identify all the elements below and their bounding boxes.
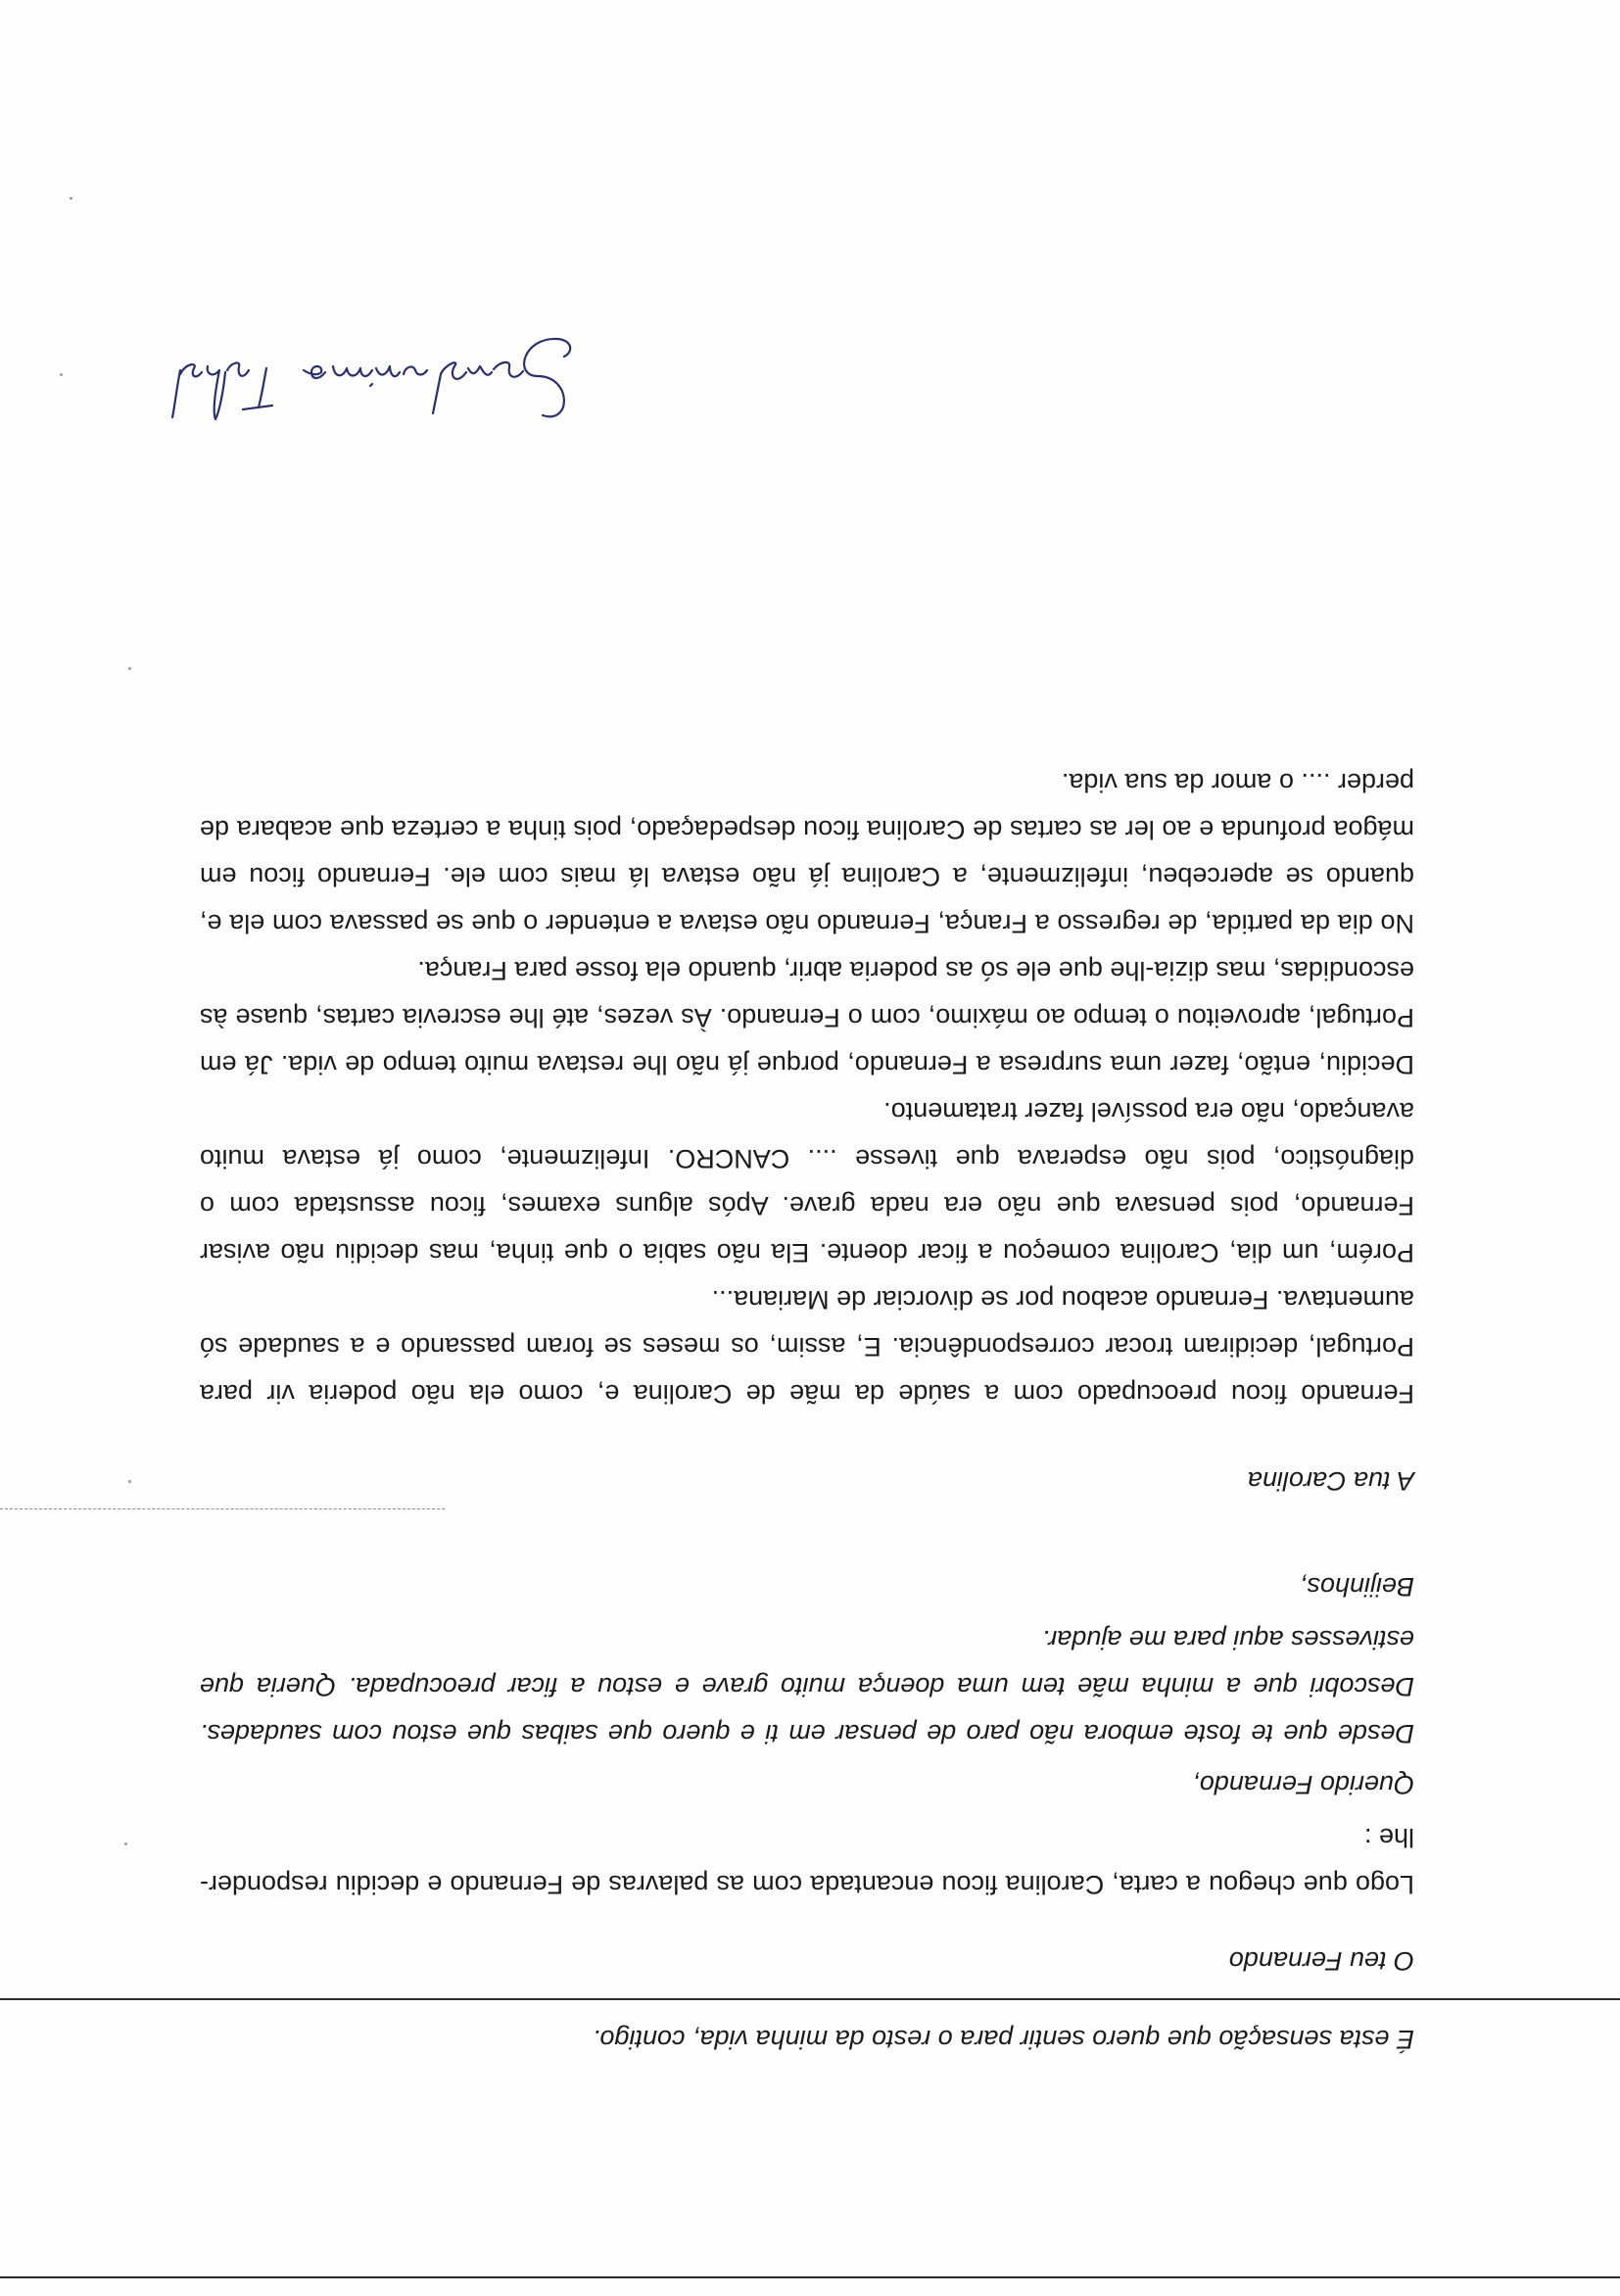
narrative-paragraph-1: Fernando ficou preocupado com a saúde da mãe de Carolina e, como ela não poderia vir para Portugal, decidiram trocar correspondência. E, assim, os meses se foram passando e a saudade só aumentava. Fernando acabou por se divorciar de Mariana...: [200, 1285, 1414, 1409]
fernando-signoff: O teu Fernando: [1228, 1946, 1414, 1976]
narrative-body: [200, 759, 1414, 1417]
page-top-rule: [0, 2276, 1620, 2278]
letter-separator-rule: [0, 1998, 1620, 2000]
fernando-letter-closing: [200, 2016, 1414, 2063]
scan-speck: [124, 1842, 127, 1845]
fernando-signoff-block: [200, 1937, 1414, 1985]
narrative-intro: Logo que chegou a carta, Carolina ficou encantada com as palavras de Fernando e decidiu responder-lhe :: [200, 1823, 1414, 1899]
narrative-paragraph-4: No dia da partida, de regresso a França, Fernando não estava a entender o que se passava com ela e, quando se apercebeu, infelizmente, a Carolina já não estava lá mais com ele. Fernando ficou em mágoa profunda e ao ler as cartas de Carolina ficou despedaçado, pois tinha a certeza que acabara de perder .... o amor da sua vida.: [200, 768, 1414, 938]
letter-end-rule: [0, 1508, 445, 1509]
carolina-letter-body: Desde que te foste embora não paro de pensar em ti e quero que saibas que estou com saudades. Descobri que a minha mãe tem uma doença muito grave e estou a ficar preocupada. Queria que estivesses aqui para me ajudar.: [200, 1625, 1414, 1748]
carolina-greeting: Querido Fernando,: [1192, 1770, 1414, 1799]
narrative-paragraph-3: Decidiu, então, fazer uma surpresa a Fernando, porque já não lhe restava muito tempo de vida. Já em Portugal, aproveitou o tempo ao máximo, com o Fernando. Às vezes, até lhe escrevia cartas, quase às escondidas, mas dizia-lhe que ele só as poderia abrir, quando ela fosse para França.: [200, 956, 1414, 1079]
scan-speck: [70, 197, 72, 200]
carolina-signoff-block: [200, 1458, 1414, 1505]
scan-speck: [60, 373, 63, 376]
narrative-paragraph-2: Porém, um dia, Carolina começou a ficar doente. Ela não sabia o que tinha, mas decidiu não avisar Fernando, pois pensava que não era nada grave. Após alguns exames, ficou assustada com o diagnóstico, pois não esperava que tivesse .... CANCRO. Infelizmente, como já estava muito avançado, não era possível fazer tratamento.: [200, 1097, 1414, 1268]
carolina-letter: [200, 1563, 1414, 1808]
closing-line: É esta sensação que quero sentir para o resto da minha vida, contigo.: [592, 2025, 1414, 2054]
scan-speck: [128, 1480, 131, 1483]
scan-speck: [128, 667, 131, 670]
handwritten-signature: [131, 317, 582, 454]
carolina-farewell: Beijinhos,: [1299, 1572, 1414, 1602]
carolina-signoff: A tua Carolina: [1247, 1466, 1414, 1496]
